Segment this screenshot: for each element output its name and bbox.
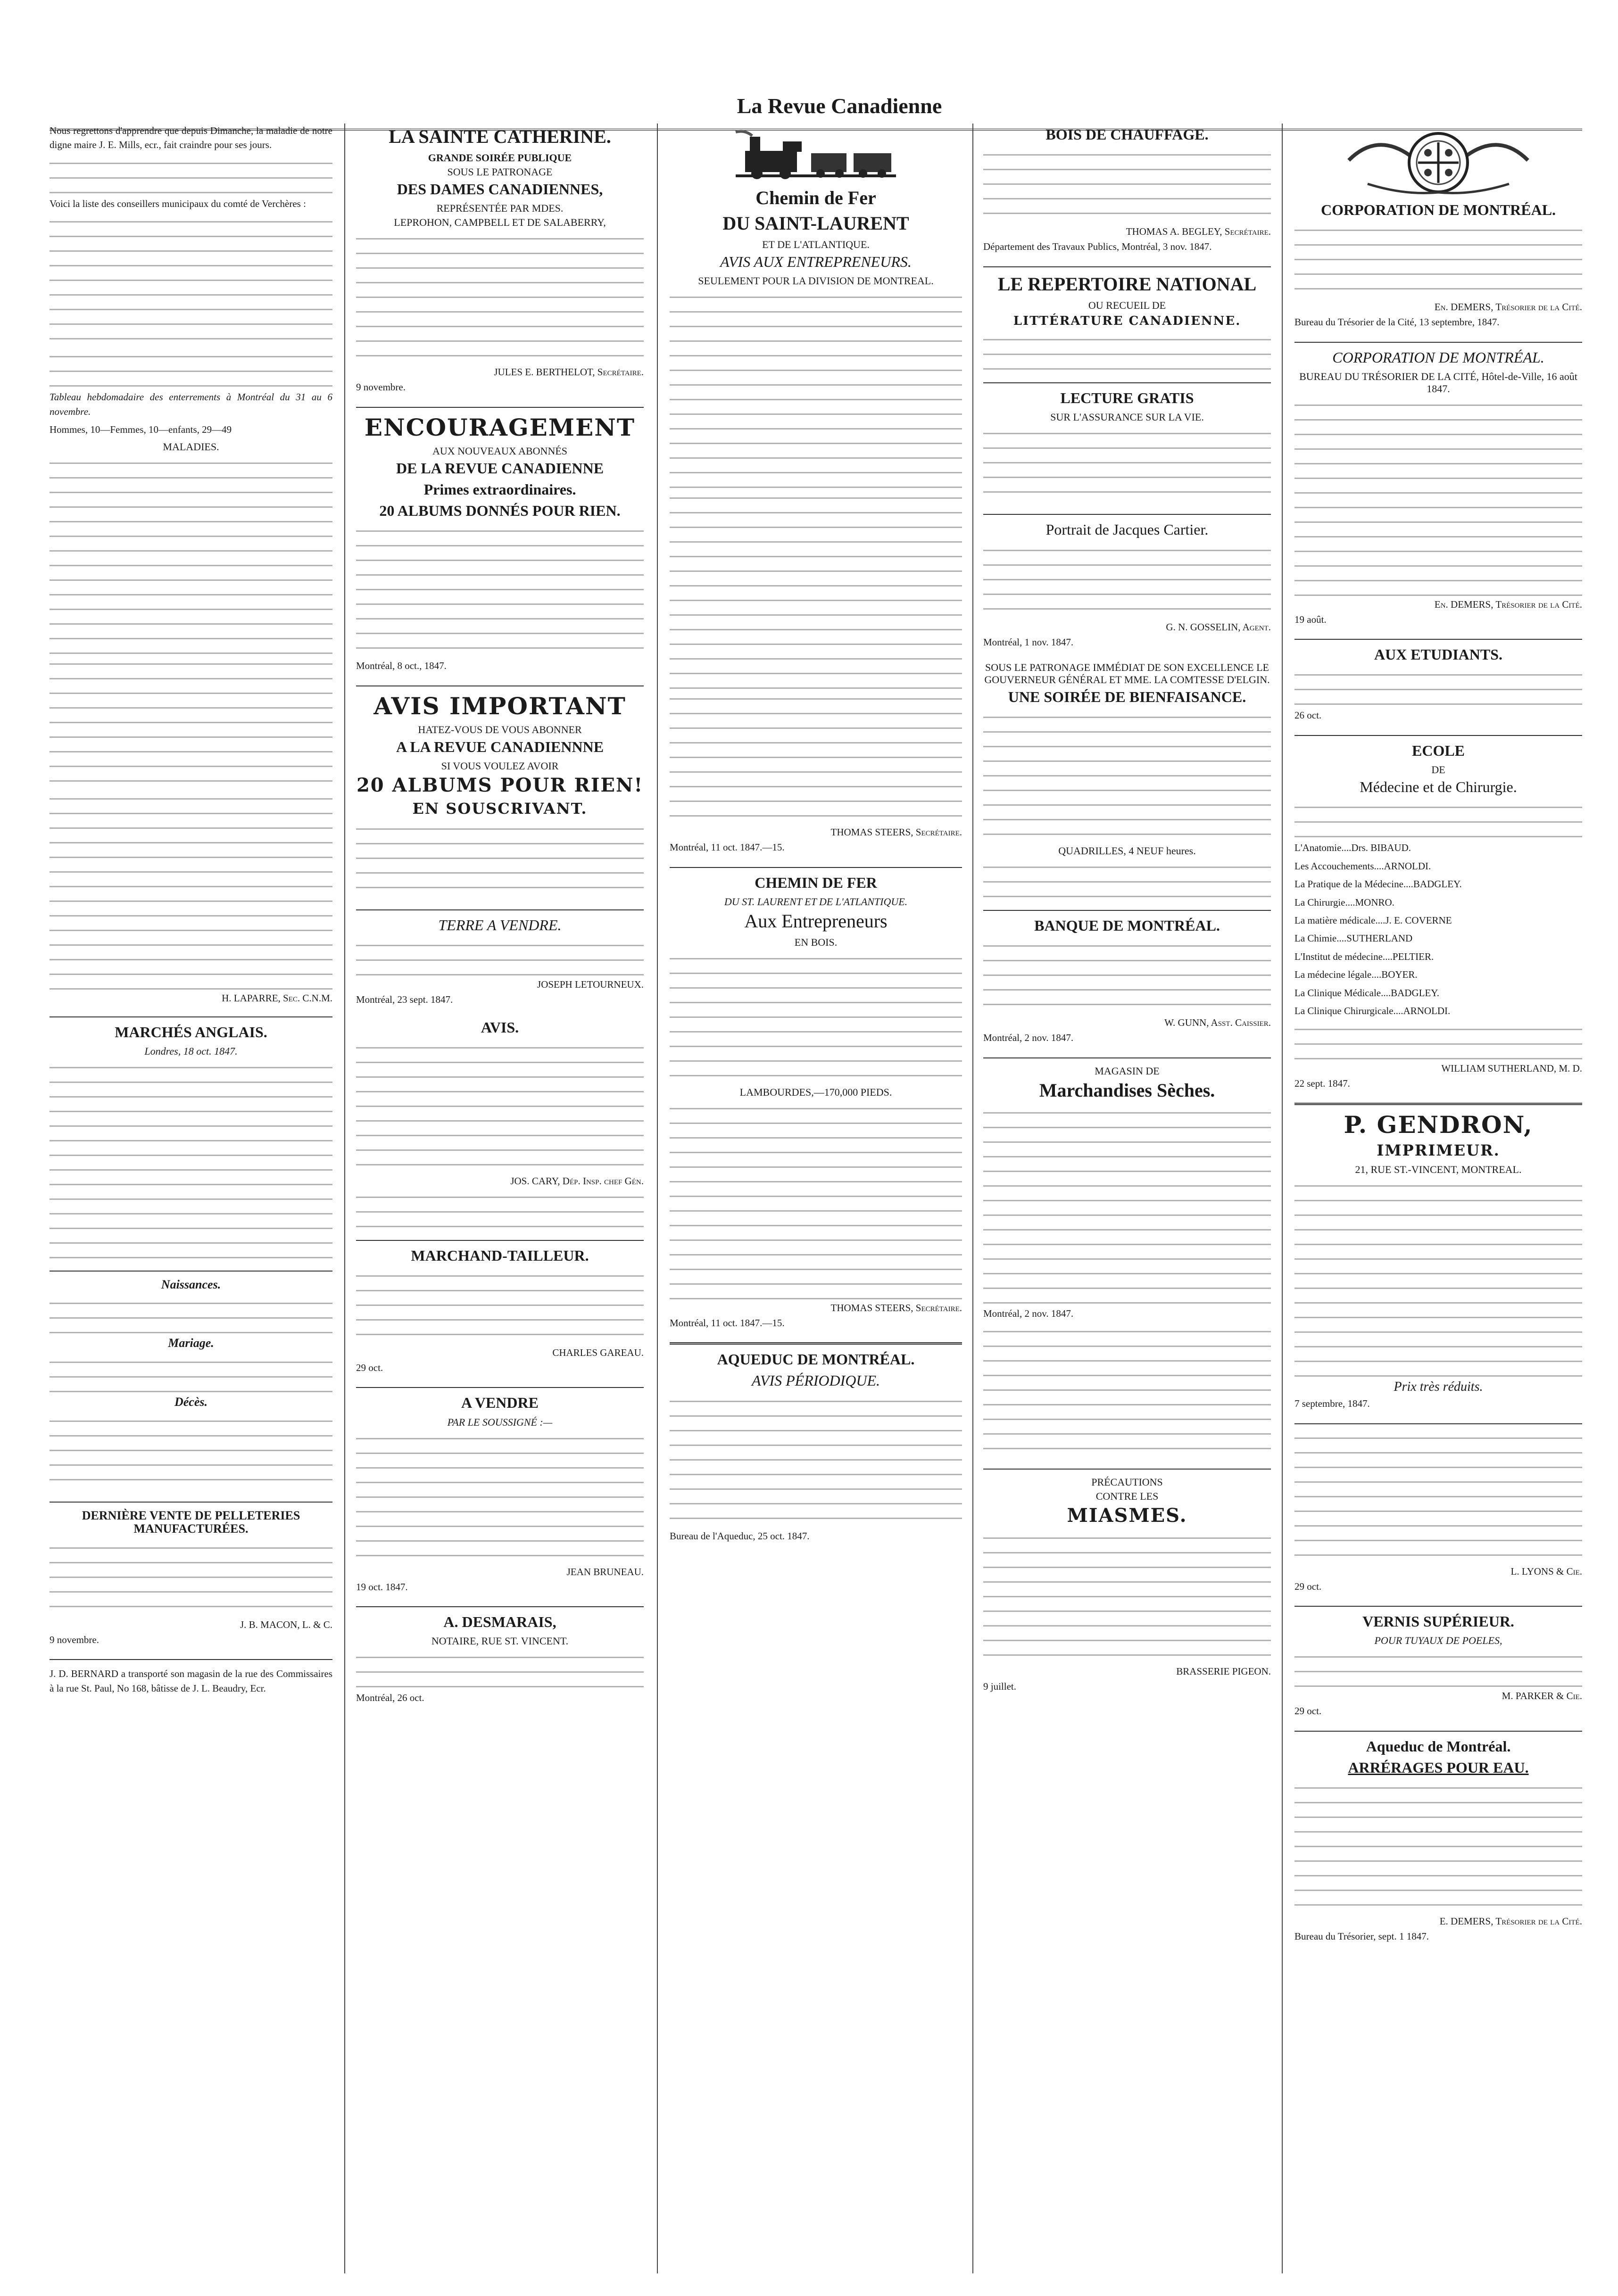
vendre-heading: A VENDRE [461,1394,539,1412]
text-block [50,1541,332,1616]
section-rule [356,1606,644,1607]
avis-important-sub: 20 ALBUMS POUR RIEN! [356,774,644,796]
etudiants-heading: AUX ETUDIANTS. [1374,646,1503,663]
railway-heading: Chemin de Fer [755,187,876,208]
section-rule [1294,735,1582,736]
deces-heading: Décès. [174,1395,207,1409]
railway-ad [670,127,962,855]
locomotive-icon [731,127,901,184]
faculty-line: La Chimie....SUTHERLAND [1294,933,1413,944]
arrerages-signature: E. DEMERS, Trésorier de la Cité. [1439,1916,1582,1927]
aqueduc-date: Bureau de l'Aqueduc, 25 oct. 1847. [670,1530,810,1542]
ecole-sub: Médecine et de Chirurgie. [1360,778,1517,796]
avis-ad [356,1019,644,1228]
etudiants-ad [1294,646,1582,723]
sainte-heading: LA SAINTE CATHERINE. [389,126,611,147]
text-block [356,938,644,976]
text-block [356,231,644,363]
column-divider [1282,124,1283,2273]
patronage-sub: SOUS LE PATRONAGE IMMÉDIAT DE SON EXCELLENCE LE GOUVERNEUR GÉNÉRAL ET MME. LA COMTESSE D'ELGIN. [984,661,1270,686]
railway-heading: DU SAINT-LAURENT [722,213,909,234]
railway-date: Montréal, 11 oct. 1847.—15. [670,842,785,853]
terre-heading: TERRE A VENDRE. [438,917,562,933]
portrait-signature: G. N. GOSSELIN, Agent. [1166,621,1271,633]
railway-sub: AVIS AUX ENTREPRENEURS. [720,253,912,270]
aux-sub: EN BOIS. [794,936,838,948]
text-block [356,1041,644,1173]
corporation2-signature: En. DEMERS, Trésorier de la Cité. [1434,598,1582,610]
text-block [1294,1431,1582,1563]
gendron-date: 7 septembre, 1847. [1294,1398,1370,1410]
ecole-date: 22 sept. 1847. [1294,1077,1350,1089]
tableau-title: Tableau hebdomadaire des enterrements à Montréal du 31 au 6 novembre. [50,391,332,417]
text-block [983,543,1271,619]
arrerages-ad [1294,1738,1582,1944]
avis-important-sub: SI VOUS VOULEZ AVOIR [441,760,559,772]
corporation2-sub: BUREAU DU TRÉSORIER DE LA CITÉ, Hôtel-de-Ville, 16 août 1847. [1299,370,1577,395]
faculty-line: La Clinique Médicale....BADGLEY. [1294,987,1439,999]
portrait-ad [983,521,1271,649]
section-rule [1294,1423,1582,1424]
sainte-catherine-ad [356,126,644,395]
precautions-date: 9 juillet. [983,1681,1016,1693]
gendron-prix: Prix très réduits. [1394,1379,1483,1395]
marches-section [50,1024,332,1258]
bois-signature: THOMAS A. BEGLEY, Secrétaire. [1126,226,1271,238]
corporation-ad [1294,127,1582,330]
portrait-date: Montréal, 1 nov. 1847. [983,636,1074,648]
sainte-sub: GRANDE SOIRÉE PUBLIQUE [428,152,572,164]
section-rule [356,407,644,408]
text-block [50,1414,332,1489]
repertoire-sub: OU RECUEIL DE [1088,299,1166,311]
marches-dateline: Londres, 18 oct. 1847. [144,1045,238,1057]
encouragement-sub: AUX NOUVEAUX ABONNÉS [432,445,567,457]
section-rule [356,685,644,686]
railway-sub: ET DE L'ATLANTIQUE. [762,239,870,250]
desmarais-date: Montréal, 26 oct. [356,1692,424,1704]
text-block [50,156,332,194]
local-news [50,124,332,1004]
terre-signature: JOSEPH LETOURNEUX. [537,979,644,991]
section-rule [983,266,1271,267]
vercheres-paragraph: Voici la liste des conseillers municipaux du comté de Verchères : [50,198,306,209]
text-block [1294,398,1582,596]
section-rule [1294,342,1582,343]
section-rule [670,867,962,868]
sainte-signature: JULES E. BERTHELOT, Secrétaire. [494,366,644,378]
arrerages-date: Bureau du Trésorier, sept. 1 1847. [1294,1931,1429,1942]
pelleteries-signature: J. B. MACON, L. & C. [240,1619,332,1630]
railway-signature: THOMAS STEERS, Secrétaire. [830,826,962,838]
terre-date: Montréal, 23 sept. 1847. [356,994,453,1006]
section-rule [983,910,1271,911]
bienfaisance-heading: UNE SOIRÉE DE BIENFAISANCE. [1008,688,1246,706]
faculty-line: La Chirurgie....MONRO. [1294,896,1394,908]
avis-important-heading: AVIS IMPORTANT [373,692,626,720]
bois-heading: BOIS DE CHAUFFAGE. [1045,126,1209,143]
magasin-sub: MAGASIN DE [1095,1065,1160,1077]
section-rule [1294,1103,1582,1105]
aqueduc-ad [670,1351,962,1543]
railway-sub: SEULEMENT POUR LA DIVISION DE MONTREAL. [698,275,934,287]
aqueduc-sub: AVIS PÉRIODIQUE. [751,1372,880,1389]
encouragement-sub: DE LA REVUE CANADIENNE [396,459,604,477]
mariage-heading: Mariage. [168,1336,214,1350]
section-rule [1294,1606,1582,1607]
city-seal-icon [1339,127,1537,198]
section-rule [1294,639,1582,640]
lyons-date: 29 oct. [1294,1580,1322,1592]
text-block [1294,1781,1582,1913]
intro-paragraph: Nous regrettons d'apprendre que depuis Dimanche, la maladie de notre digne maire J. E. Mills, ecr., fait craindre pour ses jours. [50,125,332,151]
column-divider [972,124,973,2273]
bois-chauffage-ad [983,126,1271,254]
section-rule [983,1469,1271,1470]
encouragement-date: Montréal, 8 oct., 1847. [356,660,447,672]
marchand-ad [356,1247,644,1375]
avis-signature: JOS. CARY, Dép. Insp. chef Gén. [510,1175,644,1187]
section-rule [50,1271,332,1272]
vernis-heading: VERNIS SUPÉRIEUR. [1362,1613,1514,1630]
text-block [50,792,332,990]
terre-ad [356,917,644,1007]
column-3 [670,124,962,2273]
column-4 [983,124,1271,2273]
marchand-heading: MARCHAND-TAILLEUR. [411,1247,589,1264]
marchand-signature: CHARLES GAREAU. [552,1347,644,1358]
text-block [50,456,332,654]
avis-important-ad [356,693,644,897]
section-rule [50,1502,332,1503]
precautions-sub: CONTRE LES [1095,1490,1159,1503]
encouragement-ad [356,414,644,673]
precautions-ad [983,1476,1271,1693]
section-rule [50,1016,332,1017]
masthead [0,23,1618,118]
magasin-ad [983,1065,1271,1456]
corporation2-heading: CORPORATION DE MONTRÉAL. [1332,348,1544,366]
pelleteries-date: 9 novembre. [50,1634,99,1645]
column-divider [344,124,345,2273]
banque-heading: BANQUE DE MONTRÉAL. [1034,917,1220,934]
column-2 [356,124,644,2273]
text-block [356,524,644,656]
maladies-heading: MALADIES. [163,440,219,453]
sainte-sub: REPRÉSENTÉE PAR MDES. [436,202,564,215]
section-rule [670,1342,962,1345]
tableau-counts: Hommes, 10—Femmes, 10—enfants, 29—49 [50,424,232,436]
aux-heading: Aux Entrepreneurs [744,910,888,932]
naissances-heading: Naissances. [161,1277,221,1291]
repertoire-heading: LE REPERTOIRE NATIONAL [997,273,1257,295]
avis-important-sub: HATEZ-VOUS DE VOUS ABONNER [418,723,582,735]
precautions-heading: PRÉCAUTIONS [1091,1476,1163,1488]
notaires-signature: H. LAPARRE, Sec. C.N.M. [222,992,332,1004]
faculty-line: La matière médicale....J. E. COVERNE [1294,915,1452,926]
text-block [983,332,1271,370]
section-rule [983,514,1271,515]
lambourdes-line: LAMBOURDES,—170,000 PIEDS. [739,1086,892,1098]
corporation-heading: CORPORATION DE MONTRÉAL. [1320,201,1556,218]
section-rule [983,1057,1271,1058]
chemin-sub: DU ST. LAURENT ET DE L'ATLANTIQUE. [724,895,908,908]
quadrilles-line: QUADRILLES, 4 NEUF heures. [1058,845,1196,857]
text-block [670,290,962,488]
faculty-line: La Pratique de la Médecine....BADGLEY. [1294,878,1462,890]
text-block [50,349,332,387]
avis-important-sub: A LA REVUE CANADIENNNE [396,738,604,755]
text-block [1294,223,1582,298]
lecture-sub: SUR L'ASSURANCE SUR LA VIE. [1050,411,1204,423]
text-block [356,822,644,897]
faculty-line: L'Institut de médecine....PELTIER. [1294,950,1434,962]
vendre-date: 19 oct. 1847. [356,1581,408,1593]
text-block [983,1324,1271,1456]
aqueduc-heading: AQUEDUC DE MONTRÉAL. [717,1351,915,1368]
avis-heading: AVIS. [481,1018,519,1036]
gendron-sub: IMPRIMEUR. [1377,1141,1500,1160]
text-block [670,491,962,689]
aux-signature: THOMAS STEERS, Secrétaire. [830,1302,962,1313]
text-block [670,1394,962,1526]
text-block [983,426,1271,502]
text-block [356,1269,644,1344]
vendre-ad [356,1395,644,1594]
section-rule [356,909,644,910]
banque-date: Montréal, 2 nov. 1847. [983,1032,1074,1044]
section-rule [50,1659,332,1660]
section-rule [983,382,1271,383]
newspaper-title: La Revue Canadienne [737,94,942,118]
ecole-signature: WILLIAM SUTHERLAND, M. D. [1441,1062,1582,1074]
vernis-signature: M. PARKER & Cie. [1502,1690,1582,1702]
column-divider [657,124,658,2273]
text-block [670,951,962,1083]
etudiants-date: 26 oct. [1294,710,1322,721]
text-block [983,710,1271,842]
vendre-sub: PAR LE SOUSSIGNÉ :— [447,1416,553,1428]
precautions-signature: BRASSERIE PIGEON. [1176,1666,1271,1677]
banque-signature: W. GUNN, Asst. Caissier. [1164,1017,1271,1029]
aqueduc-heading: Aqueduc de Montréal. [1366,1737,1511,1755]
faculty-line: La médecine légale....BOYER. [1294,969,1418,981]
pelleteries-ad [50,1509,332,1647]
gendron-address: 21, RUE ST.-VINCENT, MONTREAL. [1355,1164,1522,1176]
text-block [983,1106,1271,1304]
marches-heading: MARCHÉS ANGLAIS. [115,1023,267,1041]
text-block [670,692,962,824]
magasin-date: Montréal, 2 nov. 1847. [983,1307,1074,1319]
encouragement-sub: 20 ALBUMS DONNÉS POUR RIEN. [379,502,621,519]
text-block [983,860,1271,898]
section-rule [356,1240,644,1241]
bienfaisance-ad [983,661,1271,898]
portrait-heading: Portrait de Jacques Cartier. [1045,521,1209,538]
text-block [983,148,1271,223]
sainte-sub: SOUS LE PATRONAGE [447,166,553,178]
pelleteries-heading: DERNIÈRE VENTE DE PELLETERIES MANUFACTURÉES. [82,1508,300,1536]
gendron-heading: P. GENDRON, [1344,1111,1533,1139]
lecture-ad [983,390,1271,502]
repertoire-ad [983,274,1271,371]
births-marriages-deaths [50,1278,332,1489]
desmarais-ad [356,1614,644,1705]
column-1 [50,124,332,2273]
text-block [1294,1179,1582,1377]
text-block [983,1531,1271,1663]
text-block [1294,1650,1582,1687]
text-block [356,1431,644,1563]
text-block [356,1190,644,1228]
text-block [50,657,332,789]
section-rule [356,1387,644,1388]
marchand-date: 29 oct. [356,1362,383,1373]
encouragement-sub: Primes extraordinaires. [423,480,576,498]
text-block [1294,668,1582,705]
sainte-sub: DES DAMES CANADIENNES, [397,181,603,198]
lyons-signature: L. LYONS & Cie. [1510,1565,1582,1577]
aux-date: Montréal, 11 oct. 1847.—15. [670,1317,785,1329]
text-block [670,1101,962,1299]
faculty-line: La Clinique Chirurgicale....ARNOLDI. [1294,1005,1451,1017]
arrerages-heading: ARRÉRAGES POUR EAU. [1348,1759,1529,1776]
faculty-line: L'Anatomie....Drs. BIBAUD. [1294,842,1411,854]
text-block [1294,800,1582,838]
vernis-date: 29 oct. [1294,1705,1322,1717]
section-rule [1294,1731,1582,1732]
desmarais-sub: NOTAIRE, RUE ST. VINCENT. [431,1635,569,1647]
magasin-heading: Marchandises Sèches. [1039,1079,1215,1101]
lecture-heading: LECTURE GRATIS [1060,389,1194,407]
corporation2-ad [1294,349,1582,627]
lyons-ad [1294,1431,1582,1594]
text-block [50,1296,332,1334]
ecole-heading: ECOLE [1411,742,1465,759]
sainte-sub: LEPROHON, CAMPBELL ET DE SALABERRY, [394,216,606,229]
bois-ad [670,875,962,1330]
bernard-notice: J. D. BERNARD a transporté son magasin de la rue des Commissaires à la rue St. Paul, No 168, bâtisse de J. L. Beaudry, Ecr. [50,1668,332,1694]
faculty-line: Les Accouchements....ARNOLDI. [1294,860,1431,872]
column-5 [1294,124,1582,2273]
desmarais-heading: A. DESMARAIS, [443,1613,556,1631]
ecole-sub: DE [1431,764,1445,776]
text-block [1294,1022,1582,1060]
vernis-ad [1294,1613,1582,1718]
ecole-ad [1294,743,1582,1090]
banque-ad [983,917,1271,1045]
text-block [50,1060,332,1258]
avis-important-sub: EN SOUSCRIVANT. [412,799,588,818]
repertoire-sub: LITTÉRATURE CANADIENNE. [1013,314,1241,328]
text-block [50,215,332,347]
chemin-heading: CHEMIN DE FER [755,874,877,891]
corporation-date: Bureau du Trésorier de la Cité, 13 septembre, 1847. [1294,316,1500,328]
vendre-signature: JEAN BRUNEAU. [566,1566,644,1577]
sainte-date: 9 novembre. [356,381,406,393]
text-block [50,1355,332,1393]
precautions-sub: MIASMES. [1067,1504,1187,1527]
text-block [983,939,1271,1014]
gendron-ad [1294,1112,1582,1411]
encouragement-heading: ENCOURAGEMENT [364,413,636,441]
text-block [356,1650,644,1688]
corporation2-date: 19 août. [1294,613,1327,625]
bois-dept: Département des Travaux Publics, Montréal, 3 nov. 1847. [983,241,1212,253]
corporation-signature: En. DEMERS, Trésorier de la Cité. [1434,301,1582,313]
vernis-sub: POUR TUYAUX DE POELES, [1374,1635,1502,1647]
